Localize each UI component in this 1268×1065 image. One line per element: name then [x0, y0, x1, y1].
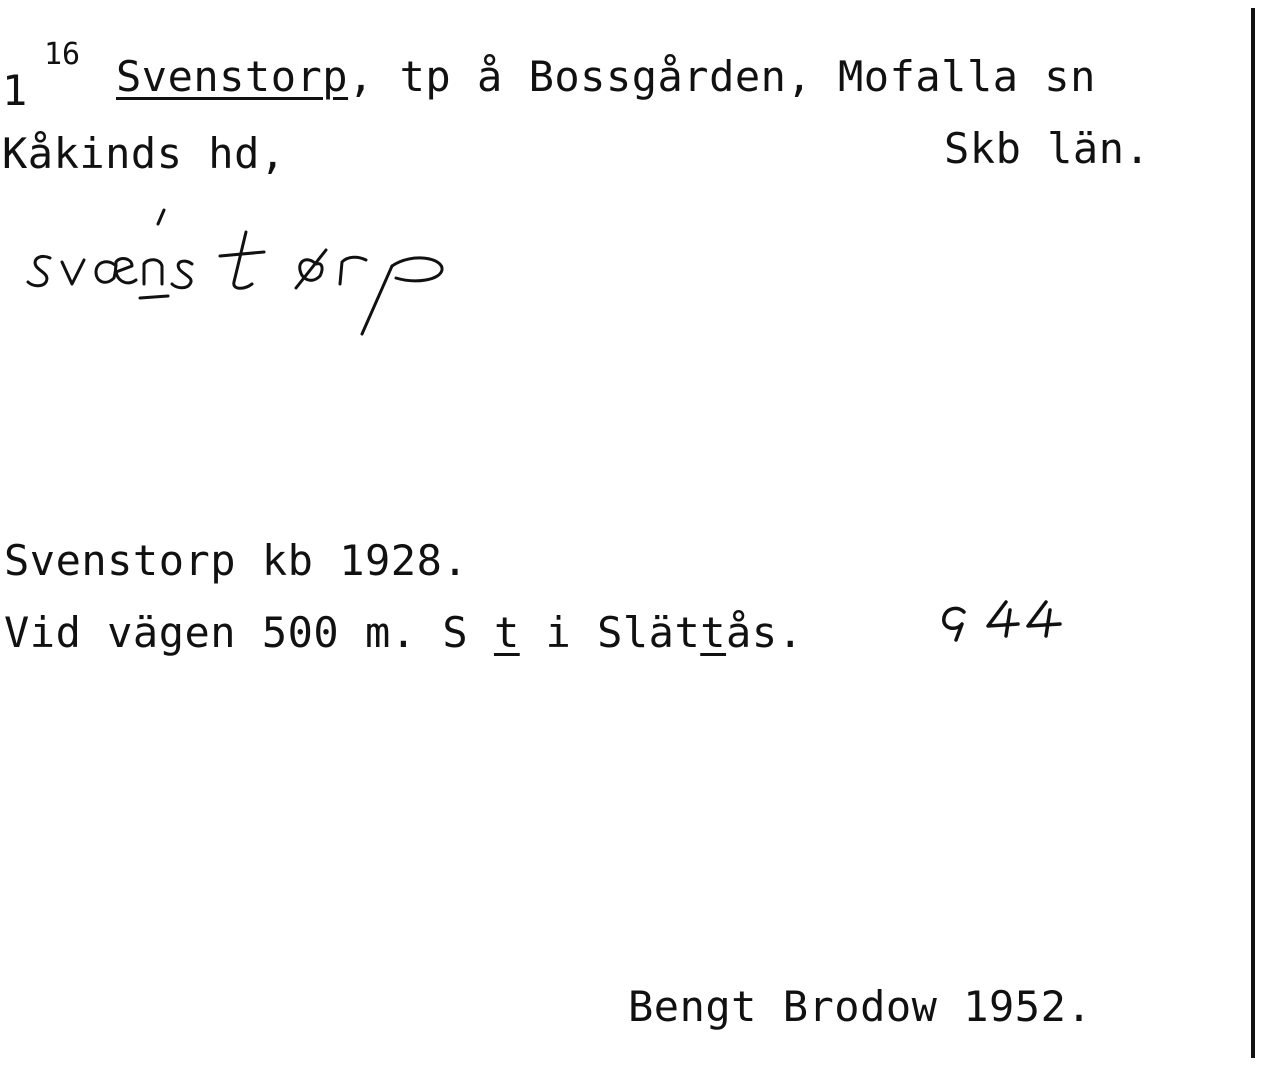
district-text: Kåkinds hd,: [2, 129, 286, 178]
source-line: Svenstorp kb 1928.: [4, 536, 469, 585]
card-edge-line: [1251, 8, 1255, 1058]
location-prefix: Vid vägen 500 m. S: [4, 608, 494, 657]
place-description: , tp å Bossgården, Mofalla sn: [348, 52, 1096, 101]
entry-number: 1: [2, 66, 28, 115]
location-underlined-t: t: [493, 608, 520, 657]
place-name: Svenstorp: [116, 52, 349, 101]
county-text: Skb län.: [944, 124, 1151, 173]
location-middle: i Slät: [519, 608, 701, 657]
location-suffix: ås.: [726, 608, 804, 657]
phonetic-transcription: [20, 200, 460, 340]
signature: Bengt Brodow 1952.: [628, 982, 1093, 1031]
handwritten-code-image: [936, 596, 1076, 656]
entry-heading-line: [116, 52, 1096, 101]
location-underlined-t-2: t: [700, 608, 727, 657]
handwritten-code: [936, 596, 1076, 656]
phonetic-handwriting-image: [20, 200, 460, 340]
entry-superscript: 16: [44, 37, 81, 72]
location-line: [4, 608, 804, 657]
